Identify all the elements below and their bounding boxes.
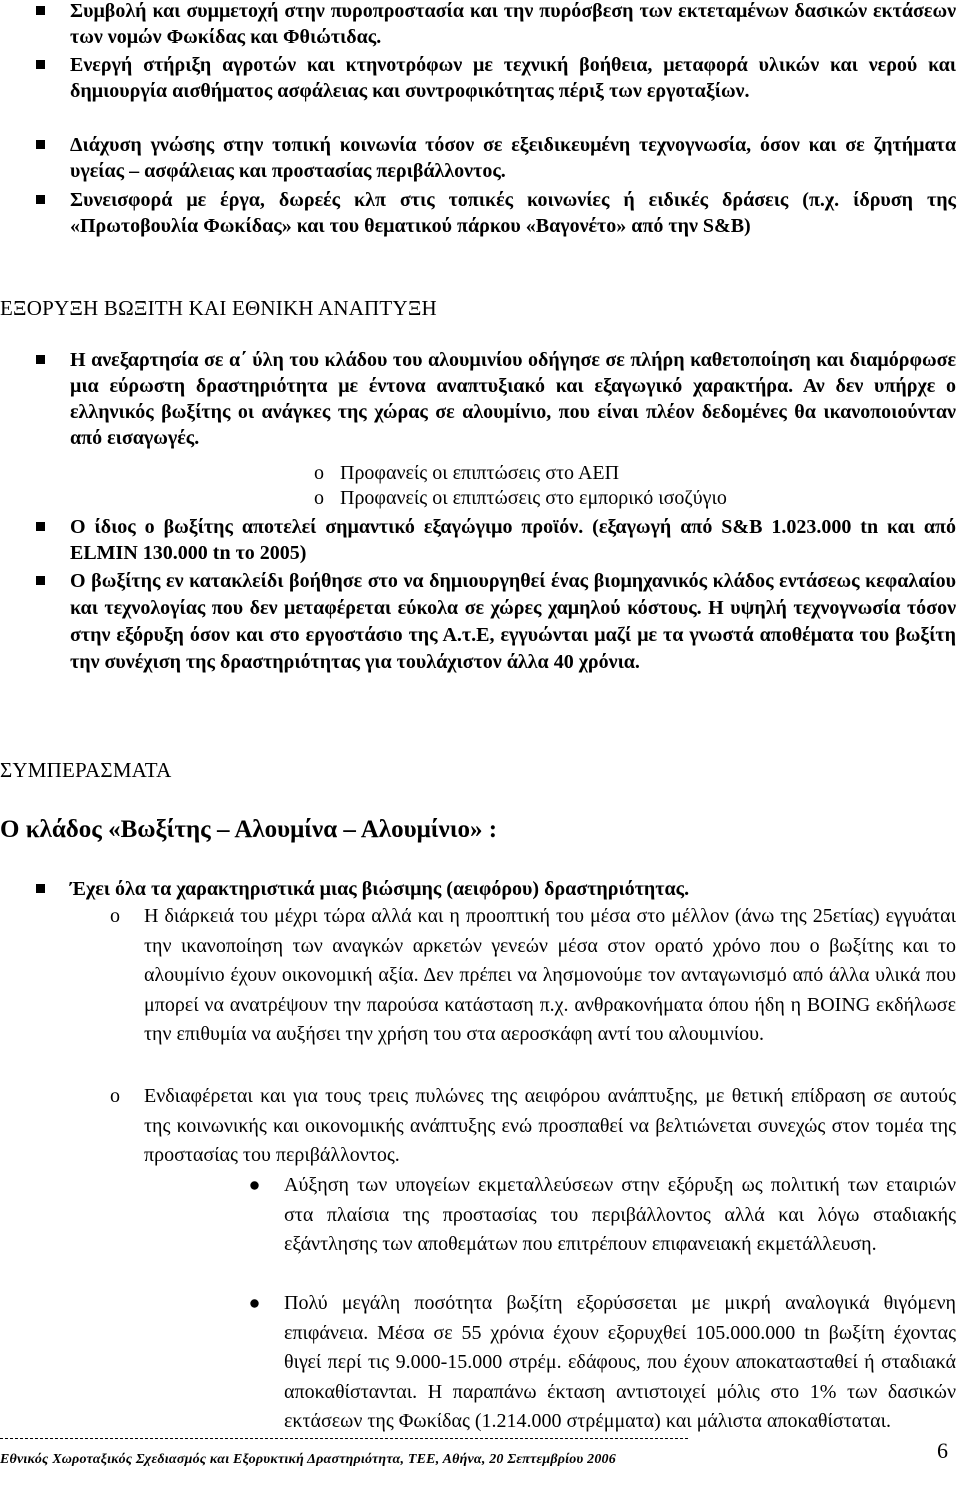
list-item	[36, 568, 956, 702]
round-bullet-icon	[250, 1299, 259, 1308]
page-number: 6	[937, 1438, 948, 1463]
section-heading: ΣΥΜΠΕΡΑΣΜΑΤΑ	[0, 758, 172, 782]
sub-list-item	[314, 460, 914, 486]
bullet-text: Ο ίδιος ο βωξίτης αποτελεί σημαντικό εξαγώγιμο προϊόν. (εξαγωγή από S&B 1.023.000 tn και από ELMIN 130.000 tn το 2005)	[70, 516, 956, 564]
sub-list-item	[110, 1082, 956, 1170]
circle-bullet: o	[314, 462, 324, 484]
nested-item-text: Πολύ μεγάλη ποσότητα βωξίτη εξορύσσεται με μικρή αναλογικά θιγόμενη επιφάνεια. Μέσα σε 55 χρόνια έχουν εξορυχθεί 105.000.000 tn βωξίτη έχοντας θιγεί περί τις 9.000-15.000 στρέμ. εδάφους, που έχουν αποκατασταθεί ή σταδιακά αποκαθίστανται. Η παραπάνω έκταση αντιστοιχεί μόλις στο 1% των δασικών εκτάσεων της Φωκίδας (1.214.000 στρέμματα) και μάλιστα αποκαθίσταται.	[284, 1292, 956, 1432]
circle-bullet: o	[110, 905, 120, 927]
bullet-text: Ο βωξίτης εν κατακλείδι βοήθησε στο να δημιουργηθεί ένας βιομηχανικός κλάδος εντάσεως κεφαλαίου και τεχνολογίας που δεν μεταφέρεται εύκολα σε χώρες χαμηλού κόστους. Η υψηλή τεχνογνωσία τόσον στην εξόρυξη όσον και στο εργοστάσιο της Α.τ.Ε, εγγυώνται μαζί με τα γνωστά αποθέματα του βωξίτη την συνέχιση της δραστηριότητας για τουλάχιστον άλλα 40 χρόνια.	[70, 570, 956, 673]
section-heading: ΕΞΟΡΥΞΗ ΒΩΞΙΤΗ ΚΑΙ ΕΘΝΙΚΗ ΑΝΑΠΤΥΞΗ	[0, 296, 437, 320]
nested-item-text: Αύξηση των υπογείων εκμεταλλεύσεων στην εξόρυξη ως πολιτική των εταιριών στα πλαίσια της προστασίας του περιβάλλοντος αλλά και λόγω σταδιακής εξάντλησης των αποθεμάτων που επιτρέπουν επιφανειακή εκμετάλλευση.	[284, 1174, 956, 1255]
footer-divider	[0, 1438, 688, 1439]
square-bullet-icon	[36, 187, 46, 197]
bullet-text: Συμβολή και συμμετοχή στην πυροπροστασία και την πυρόσβεση των εκτεταμένων δασικών εκτάσεων των νομών Φωκίδας και Φθιώτιδας.	[70, 0, 956, 48]
circle-bullet: o	[314, 487, 324, 509]
sub-item-text: Η διάρκειά του μέχρι τώρα αλλά και η προοπτική του μέσα στο μέλλον (άνω της 25ετίας) εγγυάται την ικανοποίηση των αναγκών αρκετών γενεών μέσα στον ορατό χρόνο που ο βωξίτης και το αλουμίνιο έχουν οικονομική αξία. Δεν πρέπει να λησμονούμε τον ανταγωνισμό από άλλα υλικά που μπορεί να ανατρέψουν την παρούσα κατάσταση π.χ. ανθρακονήματα όπου ήδη η BOING εκδήλωσε την επιθυμία να αυξήσει την χρήση του στα αεροσκάφη αντί του αλουμινίου.	[144, 905, 956, 1045]
list-item	[36, 0, 956, 52]
bullet-text: Συνεισφορά με έργα, δωρεές κλπ στις τοπικές κοινωνίες ή ειδικές δράσεις (π.χ. ίδρυση της «Πρωτοβουλία Φωκίδας» και του θεματικού πάρκου «Βαγονέτο» από την S&B)	[70, 189, 956, 237]
square-bullet-icon	[36, 876, 46, 886]
square-bullet-icon	[36, 347, 46, 357]
section-title: Ο κλάδος «Βωξίτης – Αλουμίνα – Αλουμίνιο» :	[0, 816, 498, 843]
list-item	[36, 347, 956, 453]
sub-item-text: Προφανείς οι επιπτώσεις στο εμπορικό ισοζύγιο	[340, 487, 727, 509]
nested-list-item	[250, 1171, 956, 1289]
square-bullet-icon	[36, 132, 46, 142]
round-bullet-icon	[250, 1181, 259, 1190]
square-bullet-icon	[36, 568, 46, 578]
list-item	[36, 132, 956, 186]
bullet-text: Έχει όλα τα χαρακτηριστικά μιας βιώσιμης (αειφόρου) δραστηριότητας.	[70, 878, 690, 900]
footer-text: Εθνικός Χωροταξικός Σχεδιασμός και Εξορυκτική Δραστηριότητα, ΤΕΕ, Αθήνα, 20 Σεπτεμβρίου 2006	[0, 1452, 616, 1467]
list-item	[36, 52, 956, 132]
nested-list-item	[250, 1289, 956, 1437]
sub-item-text: Προφανείς οι επιπτώσεις στο ΑΕΠ	[340, 462, 620, 484]
square-bullet-icon	[36, 0, 46, 8]
circle-bullet: o	[110, 1085, 120, 1107]
list-item	[36, 187, 956, 241]
list-item	[36, 876, 956, 904]
bullet-text: Διάχυση γνώσης στην τοπική κοινωνία τόσον σε εξειδικευμένη τεχνογνωσία, όσον και σε ζητήματα υγείας – ασφάλειας και προστασίας περιβάλλοντος.	[70, 134, 956, 182]
square-bullet-icon	[36, 514, 46, 524]
bullet-text: Η ανεξαρτησία σε α΄ ύλη του κλάδου του αλουμινίου οδήγησε σε πλήρη καθετοποίηση και διαμόρφωσε μια εύρωστη δραστηριότητα με έντονα αναπτυξιακό και εξαγωγικό χαρακτήρα. Αν δεν υπήρχε ο ελληνικός βωξίτης οι ανάγκες της χώρας σε αλουμίνιο, που είναι πλέον δεδομένες θα ικανοποιούνταν από εισαγωγές.	[70, 349, 956, 449]
list-item	[36, 514, 956, 568]
square-bullet-icon	[36, 52, 46, 62]
bullet-text: Ενεργή στήριξη αγροτών και κτηνοτρόφων με τεχνική βοήθεια, μεταφορά υλικών και νερού και δημιουργία αισθήματος ασφάλειας και συντροφικότητας πέριξ των εργοταξίων.	[70, 54, 956, 102]
sub-list-item	[314, 485, 914, 511]
sub-item-text: Ενδιαφέρεται και για τους τρεις πυλώνες της αειφόρου ανάπτυξης, με θετική επίδραση σε αυτούς της κοινωνικής και οικονομικής ανάπτυξης ενώ προσπαθεί να βελτιώνεται συνεχώς στον τομέα της προστασίας του περιβάλλοντος.	[144, 1085, 956, 1166]
sub-list-item	[110, 902, 956, 1080]
